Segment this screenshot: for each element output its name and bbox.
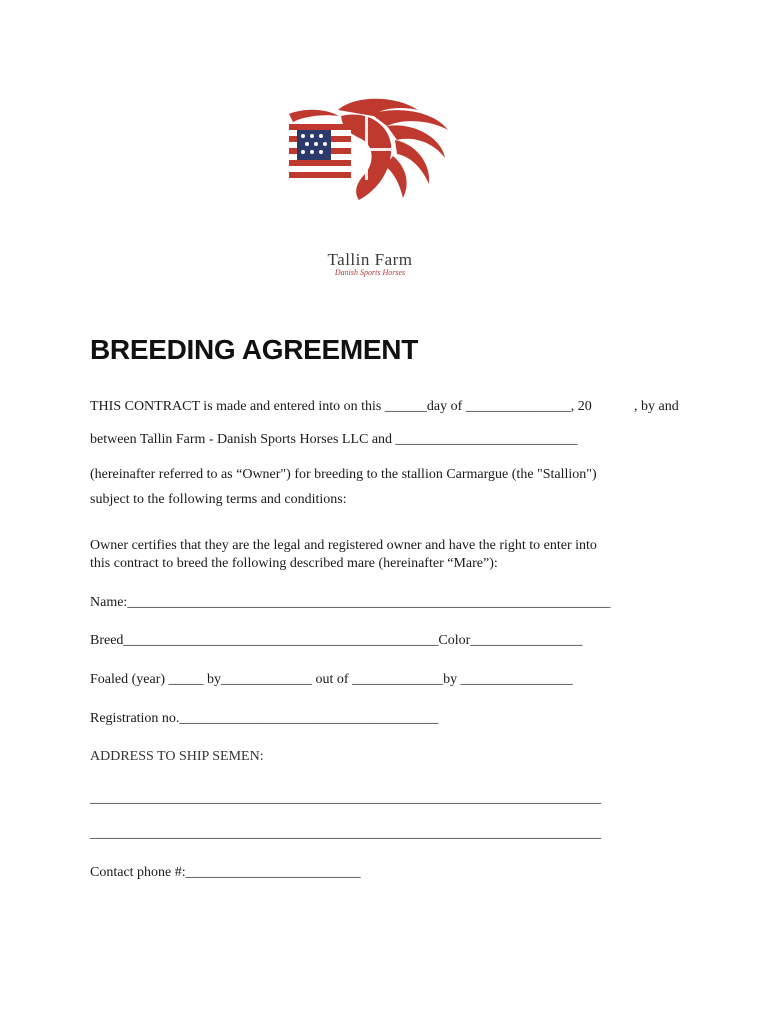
- contract-intro-line: THIS CONTRACT is made and entered into on this ______day of _______________, 20: [90, 399, 592, 414]
- contact-phone-field: Contact phone #:_________________________: [90, 865, 361, 880]
- foaled-field: Foaled (year) _____ by_____________ out of _____________by ________________: [90, 672, 573, 687]
- subject-terms-line: subject to the following terms and conditions:: [90, 492, 347, 507]
- mare-name-field: Name:_____________________________________________________________________: [90, 595, 611, 610]
- breed-color-field: Breed_____________________________________________Color________________: [90, 633, 583, 648]
- certification-line-1: Owner certifies that they are the legal and registered owner and have the right to enter into: [90, 538, 597, 553]
- logo-brand-subtitle: Danish Sports Horses: [334, 268, 406, 277]
- contract-intro-end: , by and: [634, 399, 679, 414]
- registration-field: Registration no._____________________________________: [90, 711, 439, 726]
- certification-line-2: this contract to breed the following described mare (hereinafter “Mare”):: [90, 556, 498, 571]
- document-title: BREEDING AGREEMENT: [90, 334, 419, 365]
- address-line-2: _________________________________________________________________________: [90, 826, 601, 841]
- american-flag-icon: [289, 124, 351, 180]
- address-heading: ADDRESS TO SHIP SEMEN:: [90, 749, 264, 764]
- owner-reference-line: (hereinafter referred to as “Owner") for breeding to the stallion Carmargue (the "Stallion"): [90, 467, 597, 482]
- logo-brand-name: Tallin Farm: [327, 250, 413, 269]
- between-parties-line: between Tallin Farm - Danish Sports Horses LLC and __________________________: [90, 432, 578, 447]
- tallin-farm-logo: [283, 96, 453, 204]
- address-line-1: _________________________________________________________________________: [90, 791, 601, 806]
